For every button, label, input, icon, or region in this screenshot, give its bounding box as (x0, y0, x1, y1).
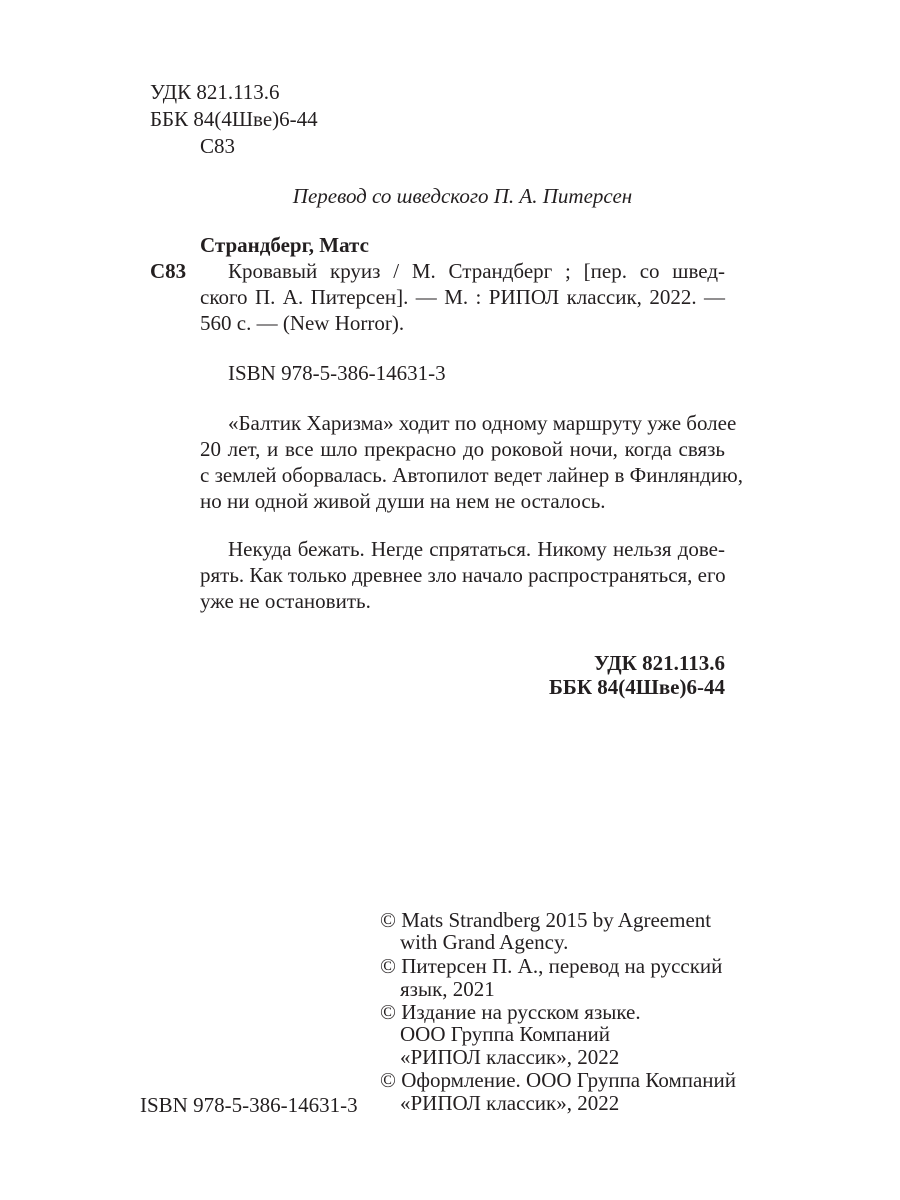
translation-note: Перевод со шведского П. А. Питерсен (292, 184, 633, 208)
classification-udk: УДК 821.113.6 (593, 651, 725, 675)
copyright-line: © Издание на русском языке. (380, 1000, 641, 1024)
bottom-isbn: ISBN 978-5-386-14631-3 (140, 1093, 358, 1117)
copyright-line: «РИПОЛ классик», 2022 (400, 1091, 620, 1115)
copyright-line: ООО Группа Компаний (400, 1022, 610, 1046)
author-sign: С83 (200, 134, 236, 158)
copyright-line: with Grand Agency. (400, 930, 569, 954)
copyright-line: язык, 2021 (400, 977, 495, 1001)
udk-code: УДК 821.113.6 (150, 80, 280, 104)
entry-isbn: ISBN 978-5-386-14631-3 (228, 361, 446, 385)
bbk-code: ББК 84(4Шве)6-44 (150, 107, 318, 131)
copyright-line: © Оформление. ООО Группа Компаний (380, 1068, 737, 1092)
copyright-line: © Питерсен П. А., перевод на русский (380, 954, 723, 978)
entry-line: Кровавый круиз / М. Страндберг ; [пер. со швед- (228, 259, 725, 283)
annotation-line: Некуда бежать. Негде спрятаться. Никому нельзя дове- (228, 537, 725, 561)
copyright-line: «РИПОЛ классик», 2022 (400, 1045, 620, 1069)
author-name: Страндберг, Матс (200, 233, 369, 257)
annotation-line: «Балтик Харизма» ходит по одному маршруту уже более (228, 411, 737, 435)
annotation-line: но ни одной живой души на нем не осталось. (200, 489, 606, 513)
entry-code: С83 (150, 259, 187, 283)
annotation-line: уже не остановить. (200, 589, 371, 613)
copyright-line: © Mats Strandberg 2015 by Agreement (380, 908, 712, 932)
classification-bbk: ББК 84(4Шве)6-44 (549, 675, 725, 699)
entry-line: ского П. А. Питерсен]. — М. : РИПОЛ классик, 2022. — (200, 285, 725, 309)
entry-line: 560 с. — (New Horror). (200, 311, 405, 335)
annotation-line: 20 лет, и все шло прекрасно до роковой ночи, когда связь (200, 437, 725, 461)
annotation-line: с землей оборвалась. Автопилот ведет лайнер в Финляндию, (200, 463, 743, 487)
annotation-line: рять. Как только древнее зло начало распространяться, его (200, 563, 726, 587)
